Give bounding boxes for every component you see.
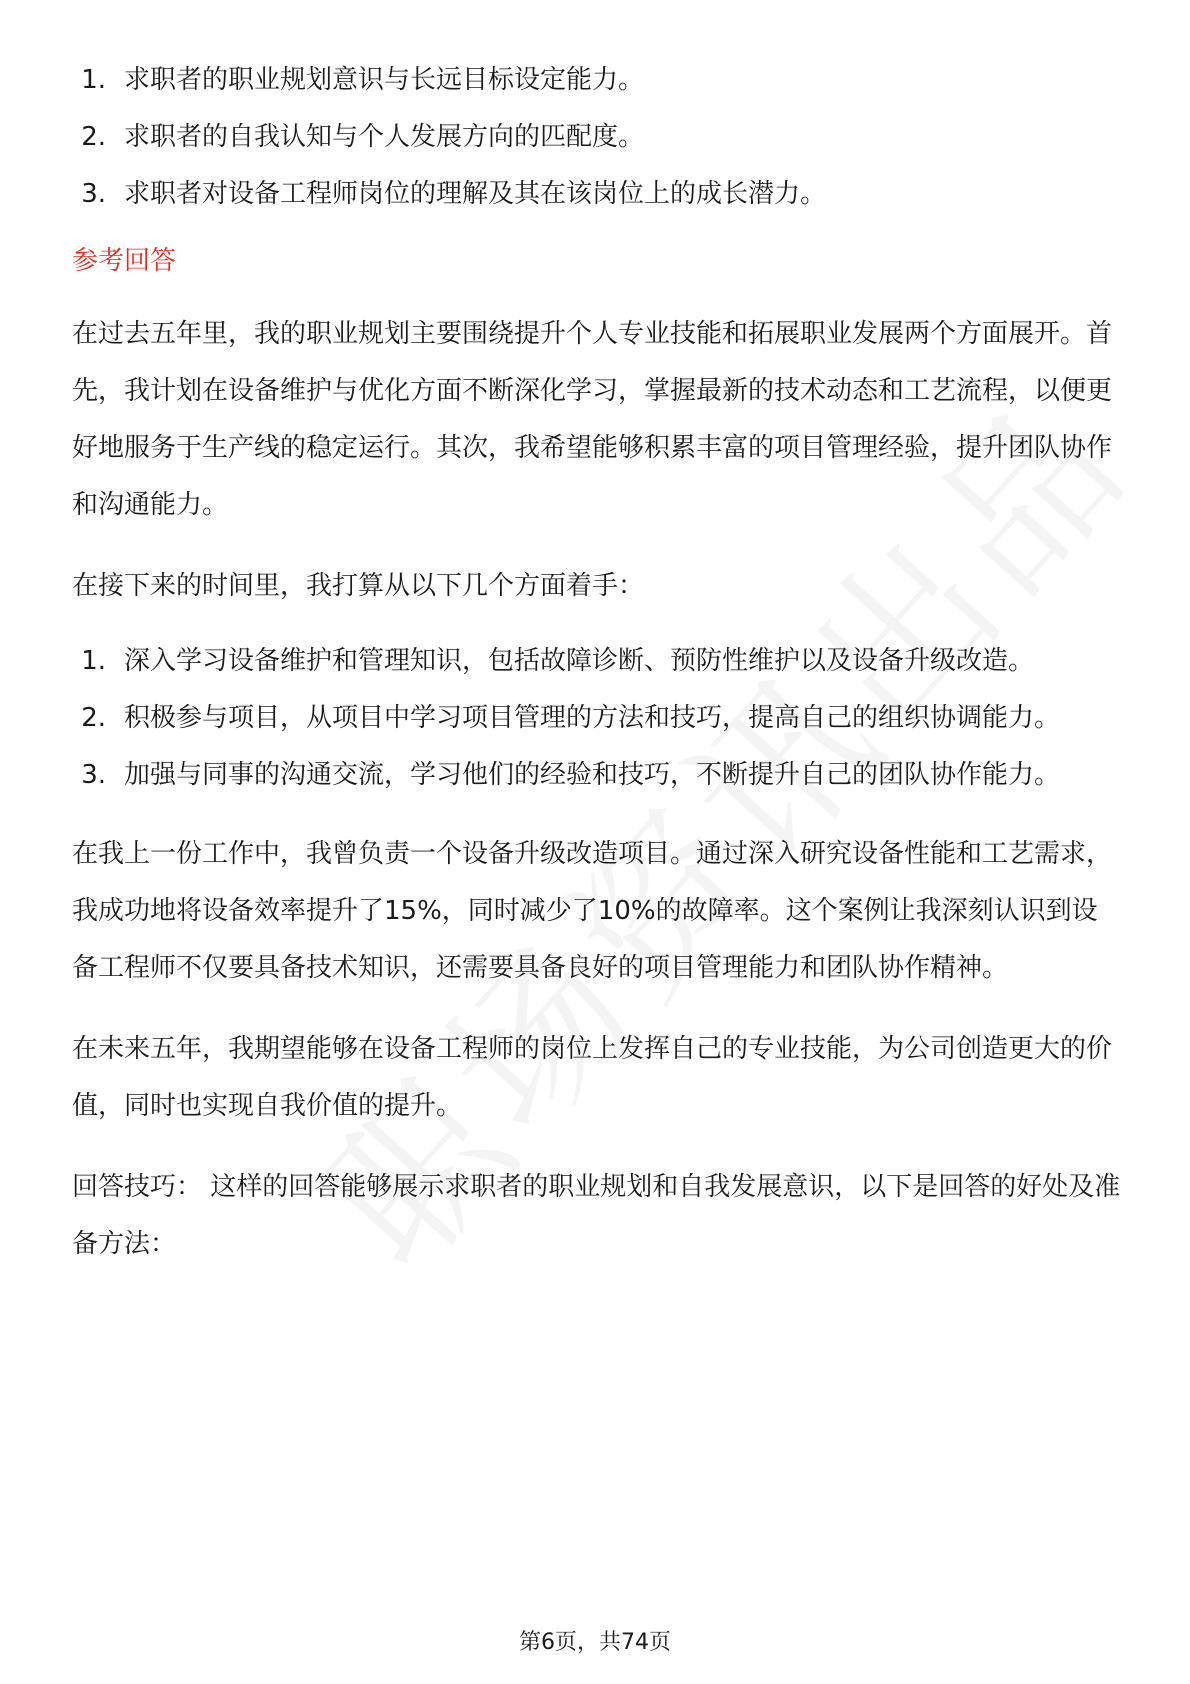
answer-heading: 参考回答	[72, 246, 177, 276]
list-number: 3.	[81, 760, 106, 790]
document-page	[72, 52, 1122, 1297]
page-footer: 第6页，共74页	[519, 1630, 671, 1655]
list-number: 3.	[81, 179, 106, 209]
list-number: 2.	[81, 122, 106, 152]
list-text: 积极参与项目，从项目中学习项目管理的方法和技巧，提高自己的组织协调能力。	[124, 703, 1061, 733]
list-item	[72, 166, 1122, 223]
list-number: 2.	[81, 703, 106, 733]
list-text: 求职者的职业规划意识与长远目标设定能力。	[124, 65, 645, 95]
paragraph-future-goal: 在未来五年，我期望能够在设备工程师的岗位上发挥自己的专业技能，为公司创造更大的价值，同时也实现自我价值的提升。	[72, 1034, 1113, 1121]
plan-list	[72, 633, 1122, 804]
list-item	[72, 109, 1122, 166]
paragraph-career-plan: 在过去五年里，我的职业规划主要围绕提升个人专业技能和拓展职业发展两个方面展开。首先，我计划在设备维护与优化方面不断深化学习，掌握最新的技术动态和工艺流程，以便更好地服务于生产线的稳定运行。其次，我希望能够积累丰富的项目管理经验，提升团队协作和沟通能力。	[72, 319, 1113, 520]
list-item	[72, 747, 1122, 804]
list-item	[72, 52, 1122, 109]
paragraph-next-steps-intro: 在接下来的时间里，我打算从以下几个方面着手：	[72, 571, 645, 601]
list-number: 1.	[81, 646, 106, 676]
top-list	[72, 52, 1122, 223]
paragraph-case-study: 在我上一份工作中，我曾负责一个设备升级改造项目。通过深入研究设备性能和工艺需求，我成功地将设备效率提升了15%，同时减少了10%的故障率。这个案例让我深刻认识到设备工程师不仅要具备技术知识，还需要具备良好的项目管理能力和团队协作精神。	[72, 839, 1113, 983]
list-text: 加强与同事的沟通交流，学习他们的经验和技巧，不断提升自己的团队协作能力。	[124, 760, 1061, 790]
list-number: 1.	[81, 65, 106, 95]
list-text: 求职者对设备工程师岗位的理解及其在该岗位上的成长潜力。	[124, 179, 827, 209]
list-text: 深入学习设备维护和管理知识，包括故障诊断、预防性维护以及设备升级改造。	[124, 646, 1035, 676]
paragraph-answer-tips: 回答技巧： 这样的回答能够展示求职者的职业规划和自我发展意识，以下是回答的好处及准备方法：	[72, 1172, 1121, 1259]
list-text: 求职者的自我认知与个人发展方向的匹配度。	[124, 122, 645, 152]
list-item	[72, 690, 1122, 747]
list-item	[72, 633, 1122, 690]
